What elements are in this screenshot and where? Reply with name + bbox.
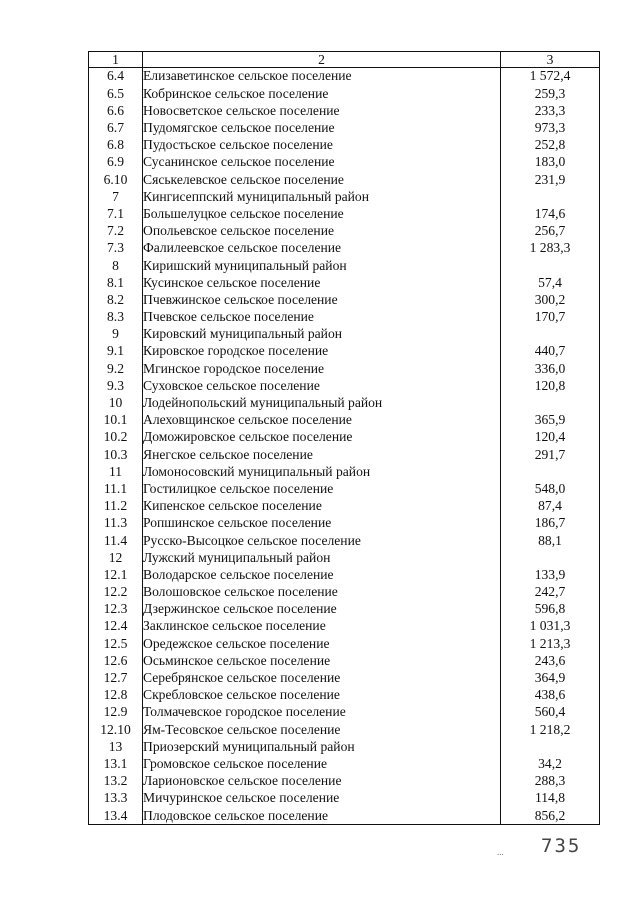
row-name: Осьминское сельское поселение bbox=[143, 652, 501, 669]
row-number: 9.1 bbox=[89, 343, 143, 360]
row-name: Мгинское городское поселение bbox=[143, 360, 501, 377]
row-number: 12.3 bbox=[89, 601, 143, 618]
row-name: Пудостьское сельское поселение bbox=[143, 137, 501, 154]
row-number: 6.8 bbox=[89, 137, 143, 154]
table-row bbox=[89, 566, 600, 583]
row-name: Ям-Тесовское сельское поселение bbox=[143, 721, 501, 738]
header-row bbox=[89, 52, 600, 68]
row-number: 6.4 bbox=[89, 68, 143, 86]
row-name: Кипенское сельское поселение bbox=[143, 498, 501, 515]
row-name: Ларионовское сельское поселение bbox=[143, 773, 501, 790]
row-number: 7 bbox=[89, 188, 143, 205]
table-row bbox=[89, 343, 600, 360]
row-name: Володарское сельское поселение bbox=[143, 566, 501, 583]
table-row bbox=[89, 738, 600, 755]
table-row bbox=[89, 704, 600, 721]
row-value: 186,7 bbox=[501, 515, 600, 532]
table-row bbox=[89, 807, 600, 825]
row-number: 12.7 bbox=[89, 670, 143, 687]
row-value: 336,0 bbox=[501, 360, 600, 377]
table-row bbox=[89, 584, 600, 601]
row-number: 13.3 bbox=[89, 790, 143, 807]
row-value: 256,7 bbox=[501, 223, 600, 240]
table-row bbox=[89, 85, 600, 102]
table-row bbox=[89, 274, 600, 291]
row-value: 440,7 bbox=[501, 343, 600, 360]
table-row bbox=[89, 687, 600, 704]
row-number: 11.2 bbox=[89, 498, 143, 515]
row-value: 259,3 bbox=[501, 85, 600, 102]
row-name: Елизаветинское сельское поселение bbox=[143, 68, 501, 86]
row-value: 243,6 bbox=[501, 652, 600, 669]
table-row bbox=[89, 652, 600, 669]
row-number: 12.5 bbox=[89, 635, 143, 652]
settlements-table bbox=[88, 51, 600, 825]
table-row bbox=[89, 446, 600, 463]
row-value: 183,0 bbox=[501, 154, 600, 171]
row-number: 6.9 bbox=[89, 154, 143, 171]
row-number: 11.3 bbox=[89, 515, 143, 532]
row-number: 10.2 bbox=[89, 429, 143, 446]
row-name: Гостилицкое сельское поселение bbox=[143, 481, 501, 498]
row-value: 973,3 bbox=[501, 120, 600, 137]
row-name: Пудомягское сельское поселение bbox=[143, 120, 501, 137]
row-value bbox=[501, 549, 600, 566]
table-row bbox=[89, 481, 600, 498]
table-row bbox=[89, 309, 600, 326]
row-value bbox=[501, 738, 600, 755]
row-value: 596,8 bbox=[501, 601, 600, 618]
row-value: 438,6 bbox=[501, 687, 600, 704]
table-row bbox=[89, 498, 600, 515]
row-name: Ломоносовский муниципальный район bbox=[143, 463, 501, 480]
table-row bbox=[89, 721, 600, 738]
row-value: 252,8 bbox=[501, 137, 600, 154]
row-name: Лужский муниципальный район bbox=[143, 549, 501, 566]
table-row bbox=[89, 463, 600, 480]
row-name: Кусинское сельское поселение bbox=[143, 274, 501, 291]
row-name: Кингисеппский муниципальный район bbox=[143, 188, 501, 205]
row-value: 174,6 bbox=[501, 206, 600, 223]
row-number: 13.4 bbox=[89, 807, 143, 825]
row-number: 10.1 bbox=[89, 412, 143, 429]
row-value: 87,4 bbox=[501, 498, 600, 515]
table-row bbox=[89, 412, 600, 429]
table-row bbox=[89, 223, 600, 240]
page-mark: ... bbox=[497, 847, 504, 857]
row-number: 12.4 bbox=[89, 618, 143, 635]
table-body bbox=[89, 68, 600, 825]
table-row bbox=[89, 549, 600, 566]
table-row bbox=[89, 257, 600, 274]
table-row bbox=[89, 240, 600, 257]
row-value: 120,8 bbox=[501, 377, 600, 394]
row-name: Опольевское сельское поселение bbox=[143, 223, 501, 240]
row-value: 170,7 bbox=[501, 309, 600, 326]
row-name: Ропшинское сельское поселение bbox=[143, 515, 501, 532]
row-number: 12.6 bbox=[89, 652, 143, 669]
table-row bbox=[89, 670, 600, 687]
row-value: 1 213,3 bbox=[501, 635, 600, 652]
table-row bbox=[89, 395, 600, 412]
table-row bbox=[89, 171, 600, 188]
row-number: 13.1 bbox=[89, 756, 143, 773]
row-name: Фалилеевское сельское поселение bbox=[143, 240, 501, 257]
table-row bbox=[89, 756, 600, 773]
row-name: Громовское сельское поселение bbox=[143, 756, 501, 773]
table-row bbox=[89, 635, 600, 652]
row-value: 120,4 bbox=[501, 429, 600, 446]
row-number: 8 bbox=[89, 257, 143, 274]
row-value bbox=[501, 395, 600, 412]
row-name: Мичуринское сельское поселение bbox=[143, 790, 501, 807]
row-number: 12.10 bbox=[89, 721, 143, 738]
row-number: 8.2 bbox=[89, 291, 143, 308]
row-name: Дзержинское сельское поселение bbox=[143, 601, 501, 618]
row-value bbox=[501, 326, 600, 343]
row-value: 1 218,2 bbox=[501, 721, 600, 738]
row-name: Оредежское сельское поселение bbox=[143, 635, 501, 652]
row-number: 11.1 bbox=[89, 481, 143, 498]
row-number: 12.2 bbox=[89, 584, 143, 601]
row-value: 57,4 bbox=[501, 274, 600, 291]
table-row bbox=[89, 291, 600, 308]
row-value: 133,9 bbox=[501, 566, 600, 583]
row-number: 12.9 bbox=[89, 704, 143, 721]
row-number: 12.8 bbox=[89, 687, 143, 704]
row-name: Скребловское сельское поселение bbox=[143, 687, 501, 704]
row-value: 34,2 bbox=[501, 756, 600, 773]
row-value: 365,9 bbox=[501, 412, 600, 429]
table-row bbox=[89, 68, 600, 86]
header-col-value: 3 bbox=[501, 52, 600, 68]
row-name: Сусанинское сельское поселение bbox=[143, 154, 501, 171]
table-row bbox=[89, 377, 600, 394]
row-value: 548,0 bbox=[501, 481, 600, 498]
row-value: 88,1 bbox=[501, 532, 600, 549]
table-row bbox=[89, 532, 600, 549]
table-row bbox=[89, 601, 600, 618]
header-col-name: 2 bbox=[143, 52, 501, 68]
row-number: 6.5 bbox=[89, 85, 143, 102]
row-value: 114,8 bbox=[501, 790, 600, 807]
row-name: Заклинское сельское поселение bbox=[143, 618, 501, 635]
row-number: 9.3 bbox=[89, 377, 143, 394]
row-value bbox=[501, 188, 600, 205]
table-row bbox=[89, 618, 600, 635]
table-row bbox=[89, 515, 600, 532]
page-number: 735 bbox=[541, 835, 582, 857]
row-number: 10 bbox=[89, 395, 143, 412]
row-value: 560,4 bbox=[501, 704, 600, 721]
row-value: 231,9 bbox=[501, 171, 600, 188]
row-name: Суховское сельское поселение bbox=[143, 377, 501, 394]
table-row bbox=[89, 773, 600, 790]
header-col-number: 1 bbox=[89, 52, 143, 68]
row-name: Кировский муниципальный район bbox=[143, 326, 501, 343]
row-number: 12.1 bbox=[89, 566, 143, 583]
row-number: 12 bbox=[89, 549, 143, 566]
row-number: 9 bbox=[89, 326, 143, 343]
row-name: Янегское сельское поселение bbox=[143, 446, 501, 463]
table-header bbox=[89, 52, 600, 68]
row-value: 1 283,3 bbox=[501, 240, 600, 257]
row-name: Кобринское сельское поселение bbox=[143, 85, 501, 102]
row-name: Алеховщинское сельское поселение bbox=[143, 412, 501, 429]
row-name: Киришский муниципальный район bbox=[143, 257, 501, 274]
row-number: 6.6 bbox=[89, 102, 143, 119]
row-name: Толмачевское городское поселение bbox=[143, 704, 501, 721]
table-row bbox=[89, 429, 600, 446]
row-name: Русско-Высоцкое сельское поселение bbox=[143, 532, 501, 549]
row-value bbox=[501, 463, 600, 480]
row-name: Пчевжинское сельское поселение bbox=[143, 291, 501, 308]
table-row bbox=[89, 188, 600, 205]
row-name: Большелуцкое сельское поселение bbox=[143, 206, 501, 223]
row-name: Волошовское сельское поселение bbox=[143, 584, 501, 601]
row-value: 364,9 bbox=[501, 670, 600, 687]
row-name: Приозерский муниципальный район bbox=[143, 738, 501, 755]
row-number: 8.3 bbox=[89, 309, 143, 326]
row-number: 6.7 bbox=[89, 120, 143, 137]
row-number: 7.3 bbox=[89, 240, 143, 257]
row-number: 7.1 bbox=[89, 206, 143, 223]
row-value: 1 031,3 bbox=[501, 618, 600, 635]
row-value: 856,2 bbox=[501, 807, 600, 825]
table-row bbox=[89, 154, 600, 171]
table-row bbox=[89, 137, 600, 154]
row-name: Лодейнопольский муниципальный район bbox=[143, 395, 501, 412]
row-value: 300,2 bbox=[501, 291, 600, 308]
row-number: 10.3 bbox=[89, 446, 143, 463]
table-row bbox=[89, 326, 600, 343]
table-row bbox=[89, 206, 600, 223]
table-row bbox=[89, 102, 600, 119]
row-value: 242,7 bbox=[501, 584, 600, 601]
row-value: 233,3 bbox=[501, 102, 600, 119]
row-name: Плодовское сельское поселение bbox=[143, 807, 501, 825]
row-name: Сяськелевское сельское поселение bbox=[143, 171, 501, 188]
row-number: 8.1 bbox=[89, 274, 143, 291]
row-number: 9.2 bbox=[89, 360, 143, 377]
row-name: Серебрянское сельское поселение bbox=[143, 670, 501, 687]
row-name: Кировское городское поселение bbox=[143, 343, 501, 360]
row-number: 7.2 bbox=[89, 223, 143, 240]
row-name: Доможировское сельское поселение bbox=[143, 429, 501, 446]
row-number: 6.10 bbox=[89, 171, 143, 188]
row-name: Новосветское сельское поселение bbox=[143, 102, 501, 119]
row-number: 13.2 bbox=[89, 773, 143, 790]
table-row bbox=[89, 120, 600, 137]
row-name: Пчевское сельское поселение bbox=[143, 309, 501, 326]
row-value: 288,3 bbox=[501, 773, 600, 790]
row-value: 1 572,4 bbox=[501, 68, 600, 86]
table-row bbox=[89, 790, 600, 807]
row-value bbox=[501, 257, 600, 274]
table-row bbox=[89, 360, 600, 377]
row-number: 13 bbox=[89, 738, 143, 755]
row-number: 11.4 bbox=[89, 532, 143, 549]
row-value: 291,7 bbox=[501, 446, 600, 463]
row-number: 11 bbox=[89, 463, 143, 480]
